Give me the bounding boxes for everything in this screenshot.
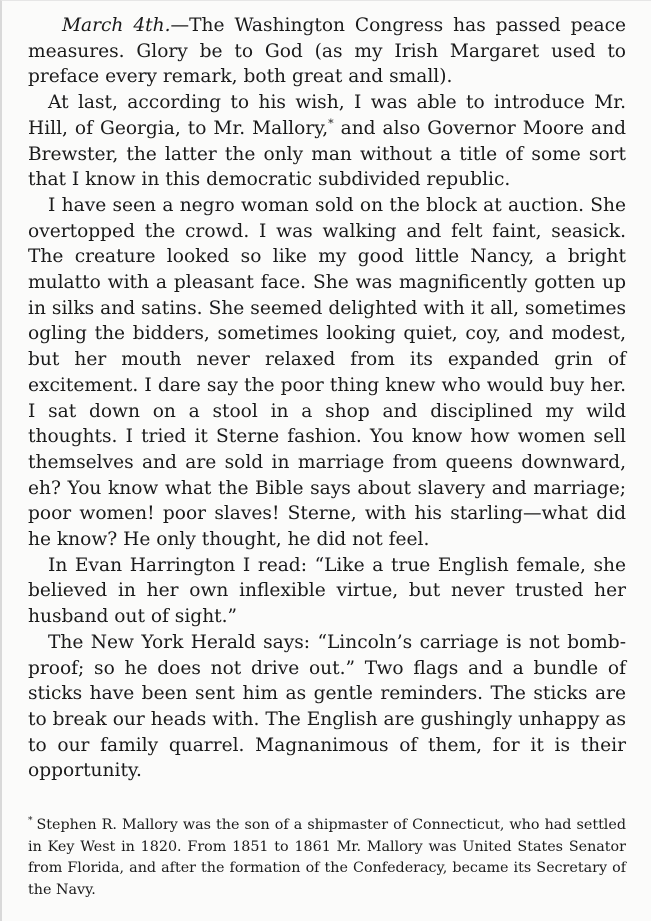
paragraph-5: The New York Herald says: “Lincoln’s carriage is not bomb-proof; so he does not drive out.” Two flags and a bundle of sticks have been sent him as gentle reminders. The sticks are to break our heads with. The English are gushingly unhappy as to our family quarrel. Magnanimous of them, for it is their opportunity. [28, 631, 626, 782]
paragraph-2 [28, 90, 626, 193]
paragraph-4: In Evan Harrington I read: “Like a true English female, she believed in her own inflexible virtue, but never trusted her husband out of sight.” [28, 554, 626, 628]
entry-date: March 4th. [62, 15, 171, 36]
footnote-text: Stephen R. Mallory was the son of a shipmaster of Connecticut, who had settled in Key West in 1820. From 1851 to 1861 Mr. Mallory was United States Senator from Florida, and after the formation of the Confederacy, became its Secretary of the Navy. [28, 817, 626, 899]
paragraph-1-text: —The Washington Congress has passed peace measures. Glory be to God (as my Irish Margaret used to preface every remark, both great and small). [28, 15, 627, 88]
paragraph-3: I have seen a negro woman sold on the block at auction. She overtopped the crowd. I was walking and felt faint, seasick. The creature looked so like my good little Nancy, a bright mulatto with a pleasant face. She was magnificently gotten up in silks and satins. She seemed delighted with it all, sometimes ogling the bidders, sometimes looking quiet, coy, and modest, but her mouth never relaxed from its expanded grin of excitement. I dare say the poor thing knew who would buy her. I sat down on a stool in a shop and disciplined my wild thoughts. I tried it Sterne fashion. You know how women sell themselves and are sold in marriage from queens downward, eh? You know what the Bible says about slavery and marriage; poor women! poor slaves! Sterne, with his starling—what did he know? He only thought, he did not feel. [28, 194, 626, 551]
paragraph-1 [28, 13, 626, 90]
diary-entry [28, 13, 626, 784]
footnote-marker: * [28, 816, 33, 827]
paragraph-2-text-a: At last, according to his wish, I was able to introduce Mr. Hill, of Georgia, to Mr. Mallory, [28, 92, 626, 139]
footnote [28, 815, 626, 902]
paragraph-2-text-b: and also Governor Moore and Brewster, the latter the only man without a title of some sort that I know in this democratic subdivided republic. [28, 117, 626, 191]
footnote-reference: * [328, 116, 334, 130]
